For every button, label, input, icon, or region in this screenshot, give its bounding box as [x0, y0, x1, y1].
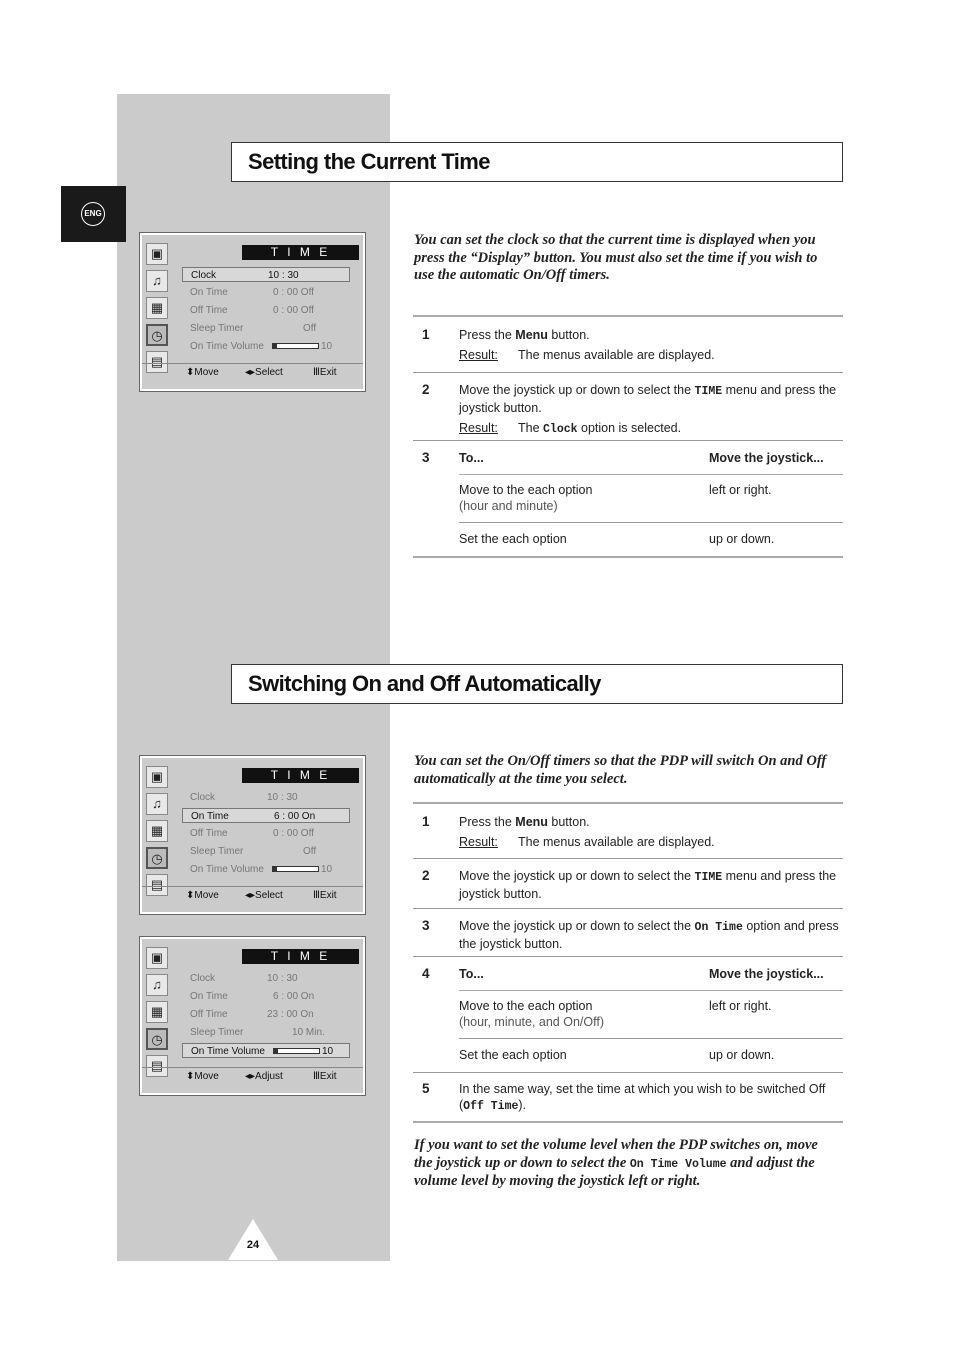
- exit-hint: ⅢExit: [313, 890, 337, 901]
- step-3: 3 Move the joystick up or down to select the On Time option and press the joystick button.: [413, 909, 843, 957]
- osd-menu-time-on-time: [140, 756, 365, 914]
- osd-header: T I M E: [242, 949, 359, 964]
- osd-row-on-time: On Time 6 : 00 On: [182, 808, 350, 823]
- exit-hint: ⅢExit: [313, 367, 337, 378]
- exit-hint: ⅢExit: [313, 1071, 337, 1082]
- osd-icon-column: [146, 947, 170, 1082]
- osd-row-clock: Clock 10 : 30: [182, 267, 350, 282]
- table-header: To... Move the joystick...: [459, 966, 843, 991]
- setup-icon: ▤: [146, 874, 168, 896]
- clock-icon: ◷: [146, 1028, 168, 1050]
- picture-icon: ▣: [146, 947, 168, 969]
- volume-bar: [273, 1048, 320, 1054]
- sound-icon: ♫: [146, 270, 168, 292]
- osd-footer: [142, 363, 363, 382]
- volume-bar: [272, 866, 319, 872]
- clock-icon: ◷: [146, 847, 168, 869]
- osd-row-on-time-volume: On Time Volume 10: [190, 864, 333, 875]
- sound-icon: ♫: [146, 793, 168, 815]
- move-hint: ⬍Move: [186, 1071, 219, 1082]
- channel-icon: ▦: [146, 1001, 168, 1023]
- osd-menu-time-volume: [140, 937, 365, 1095]
- section2-intro: You can set the On/Off timers so that the PDP will switch On and Off automatically at the time you select.: [414, 753, 827, 787]
- osd-row-clock: Clock 10 : 30: [190, 792, 298, 803]
- section-title-auto-on-off: Switching On and Off Automatically: [231, 664, 843, 704]
- osd-row-clock: Clock 10 : 30: [190, 973, 298, 984]
- picture-icon: ▣: [146, 766, 168, 788]
- section-title-current-time: Setting the Current Time: [231, 142, 843, 182]
- select-hint: ◂▸Select: [245, 890, 283, 901]
- clock-icon: ◷: [146, 324, 168, 346]
- section1-steps: [413, 315, 843, 558]
- osd-row-off-time: Off Time 23 : 00 On: [190, 1009, 314, 1020]
- section1-intro: You can set the clock so that the current time is displayed when you press the “Display” button. You must also set the time if you wish to use the automatic On/Off timers.: [414, 232, 818, 283]
- move-hint: ⬍Move: [186, 890, 219, 901]
- step-4: 4 To... Move the joystick... Move to the each option (hour, minute, and On/Off) left or right. Set the each option up or down.: [413, 957, 843, 1073]
- step-5: 5 In the same way, set the time at which you wish to be switched Off (Off Time).: [413, 1073, 843, 1123]
- osd-icon-column: [146, 243, 170, 378]
- table-row: Move to the each option (hour, minute, and On/Off) left or right.: [459, 991, 843, 1039]
- page-number: 24: [246, 1239, 260, 1251]
- osd-row-on-time-volume: On Time Volume 10: [182, 1043, 350, 1058]
- table-row: Set the each option up or down.: [459, 532, 775, 546]
- osd-header: T I M E: [242, 245, 359, 260]
- table-row: Move to the each option (hour and minute) left or right.: [459, 475, 843, 523]
- step-3: 3 To... Move the joystick... Move to the each option (hour and minute) left or right. Set the each option up or down.: [413, 441, 843, 558]
- table-row: Set the each option up or down.: [459, 1048, 775, 1062]
- adjust-hint: ◂▸Adjust: [245, 1071, 283, 1082]
- osd-header: T I M E: [242, 768, 359, 783]
- osd-footer: [142, 886, 363, 905]
- move-hint: ⬍Move: [186, 367, 219, 378]
- osd-row-on-time: On Time 0 : 00 Off: [190, 287, 314, 298]
- language-tab: [61, 186, 126, 242]
- setup-icon: ▤: [146, 1055, 168, 1077]
- volume-bar: [272, 343, 319, 349]
- osd-row-off-time: Off Time 0 : 00 Off: [190, 828, 314, 839]
- channel-icon: ▦: [146, 820, 168, 842]
- osd-footer: [142, 1067, 363, 1086]
- section2-steps: [413, 802, 843, 1123]
- step-2: 2 Move the joystick up or down to select the TIME menu and press the joystick button.: [413, 859, 843, 909]
- volume-note: If you want to set the volume level when the PDP switches on, move the joystick up or down to select the On Time Volume and adjust the volume level by moving the joystick left or right.: [414, 1137, 818, 1189]
- osd-row-sleep-timer: Sleep Timer Off: [190, 846, 317, 857]
- step-1: 1 Press the Menu button. Result: The menus available are displayed.: [413, 317, 843, 373]
- step-2: 2 Move the joystick up or down to select the TIME menu and press the joystick button. Result: The Clock option is selected.: [413, 373, 843, 441]
- step-1: 1 Press the Menu button. Result: The menus available are displayed.: [413, 804, 843, 859]
- channel-icon: ▦: [146, 297, 168, 319]
- language-badge: ENG: [81, 202, 105, 226]
- osd-row-on-time: On Time 6 : 00 On: [190, 991, 315, 1002]
- osd-row-sleep-timer: Sleep Timer 10 Min.: [190, 1027, 325, 1038]
- osd-row-off-time: Off Time 0 : 00 Off: [190, 305, 314, 316]
- osd-icon-column: [146, 766, 170, 901]
- sound-icon: ♫: [146, 974, 168, 996]
- osd-row-sleep-timer: Sleep Timer Off: [190, 323, 317, 334]
- picture-icon: ▣: [146, 243, 168, 265]
- select-hint: ◂▸Select: [245, 367, 283, 378]
- table-header: To... Move the joystick...: [459, 450, 843, 475]
- setup-icon: ▤: [146, 351, 168, 373]
- osd-menu-time-clock: [140, 233, 365, 391]
- osd-row-on-time-volume: On Time Volume 10: [190, 341, 333, 352]
